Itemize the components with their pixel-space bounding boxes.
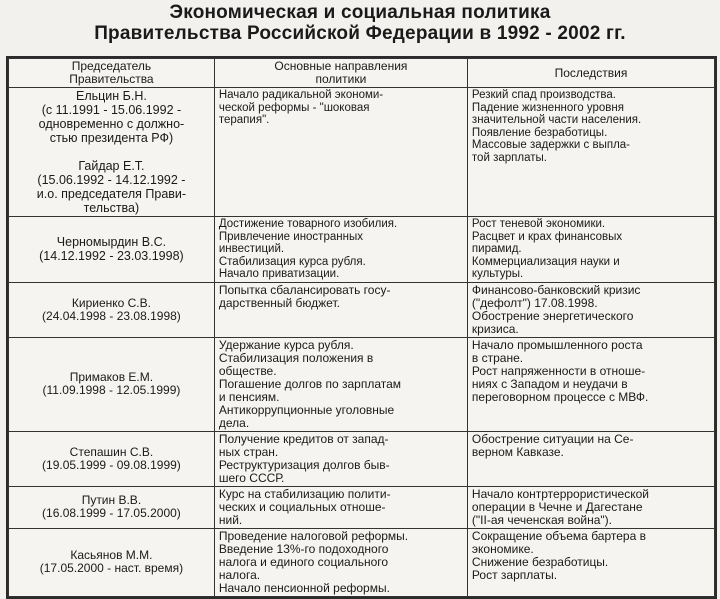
policy-cell: [214, 282, 467, 337]
table-row: [9, 217, 715, 283]
policy-cell-line: Реструктуризация долгов быв-: [218, 457, 390, 472]
results-cell-line: Коммерциализация науки и: [471, 255, 620, 268]
chairman-cell-line: (11.09.1998 - 12.05.1999): [42, 383, 181, 397]
results-cell-line: Рост теневой экономики.: [471, 218, 606, 230]
policy-cell-line: дарственный бюджет.: [218, 295, 340, 310]
column-header-chairman: Председатель Правительства: [9, 59, 215, 88]
results-cell-line: Снижение безработицы.: [471, 554, 609, 569]
results-cell-line: Массовые задержки с выпла-: [471, 139, 631, 151]
results-cell-line: Рост зарплаты.: [471, 567, 558, 582]
chairman-cell-line: Кириенко С.В.: [71, 295, 151, 310]
policy-cell: [214, 528, 467, 596]
table-row: [9, 88, 715, 217]
policy-cell-line: Введение 13%-го подоходного: [218, 541, 389, 556]
chairman-cell: [9, 217, 215, 283]
policy-cell-line: Начало пенсионной реформы.: [218, 580, 390, 595]
results-cell: [467, 486, 714, 528]
results-cell: [467, 337, 714, 431]
results-cell-line: кризиса.: [471, 321, 519, 336]
chairman-cell-line: Путин В.В.: [81, 493, 142, 507]
results-cell-line: пирамид.: [471, 243, 522, 255]
policy-cell: [214, 217, 467, 283]
policy-cell-line: ний.: [218, 512, 243, 527]
policy-cell-line: Погашение долгов по зарплатам: [218, 376, 402, 391]
chairman-cell: [9, 88, 215, 217]
policy-cell-line: Стабилизация курса рубля.: [218, 255, 366, 268]
chairman-cell-line: стью президента РФ): [49, 131, 174, 145]
results-cell-line: Обострение ситуации на Се-: [471, 431, 634, 446]
table-row: [9, 431, 715, 486]
results-cell-line: Расцвет и крах финансовых: [471, 230, 623, 243]
chairman-cell-line: Касьянов М.М.: [70, 548, 153, 562]
policy-cell-line: и пенсиям.: [218, 389, 280, 404]
policy-cell-line: дела.: [218, 415, 250, 430]
chairman-cell-line: и.о. председателя Прави-: [36, 187, 187, 201]
results-cell: [467, 282, 714, 337]
results-cell-line: значительной части населения.: [471, 114, 642, 126]
chairman-cell-line: (14.12.1992 - 23.03.1998): [39, 249, 184, 264]
chairman-cell-line: Черномырдин В.С.: [56, 235, 167, 250]
column-header-results: Последствия: [467, 59, 714, 88]
results-cell-line: переговорном процессе с МВФ.: [471, 389, 649, 404]
policy-cell-line: Привлечение иностранных: [218, 230, 363, 243]
policy-cell: [214, 337, 467, 431]
table-row: [9, 528, 715, 596]
policy-cell-line: ных стран.: [218, 444, 279, 459]
policy-cell-line: Антикоррупционные уголовные: [218, 402, 395, 417]
policy-cell-line: Начало радикальной экономи-: [218, 89, 384, 101]
results-cell-line: культуры.: [471, 268, 524, 280]
chairman-cell-line: (16.08.1999 - 17.05.2000): [42, 506, 181, 520]
results-cell-line: в стране.: [471, 350, 524, 365]
chairman-cell-line: [13, 145, 210, 159]
results-cell-line: Обострение энергетического: [471, 308, 634, 323]
chairman-cell-line: (с 11.1991 - 15.06.1992 -: [41, 103, 182, 117]
policy-cell: [214, 486, 467, 528]
chairman-cell-line: (17.05.2000 - наст. время): [39, 561, 184, 575]
chairman-cell: [9, 282, 215, 337]
chairman-cell-line: (19.05.1999 - 09.08.1999): [42, 457, 181, 472]
chairman-cell: [9, 486, 215, 528]
results-cell-line: той зарплаты.: [471, 151, 547, 164]
title-line-1: Экономическая и социальная политика: [169, 2, 551, 23]
table-row: [9, 337, 715, 431]
results-cell-line: верном Кавказе.: [471, 444, 564, 459]
results-cell-line: Начало контртеррористической: [471, 486, 649, 501]
policy-cell-line: шего СССР.: [218, 470, 285, 485]
chairman-cell-line: одновременно с должно-: [38, 117, 185, 131]
chairman-cell: [9, 431, 215, 486]
results-cell-line: Начало промышленного роста: [471, 337, 643, 352]
results-cell: [467, 88, 714, 217]
policy-cell-line: Попытка сбалансировать госу-: [218, 282, 391, 297]
results-cell-line: Сокращение объема бартера в: [471, 528, 646, 543]
chairman-cell-line: Гайдар Е.Т.: [78, 159, 145, 173]
policy-cell-line: инвестиций.: [218, 243, 285, 255]
chairman-cell: [9, 337, 215, 431]
chairman-cell-line: Примаков Е.М.: [69, 370, 154, 384]
policy-cell-line: обществе.: [218, 363, 277, 378]
column-header-policy: Основные направления политики: [214, 59, 467, 88]
document-title: [0, 0, 720, 44]
results-cell: [467, 528, 714, 596]
policy-cell-line: Курс на стабилизацию полити-: [218, 486, 391, 501]
results-cell-line: Рост напряженности в отноше-: [471, 363, 646, 378]
chairman-cell-line: Степашин С.В.: [69, 444, 154, 459]
policy-cell-line: ческой реформы - "шоковая: [218, 101, 370, 114]
policy-cell-line: Проведение налоговой реформы.: [218, 528, 409, 543]
policy-cell-line: терапия".: [218, 114, 270, 126]
results-cell: [467, 431, 714, 486]
policy-cell-line: Достижение товарного изобилия.: [218, 218, 398, 230]
policy-cell-line: ческих и социальных отноше-: [218, 499, 386, 514]
chairman-cell-line: (24.04.1998 - 23.08.1998): [42, 308, 181, 323]
policy-cell-line: налога.: [218, 567, 261, 582]
chairman-cell-line: Ельцин Б.Н.: [76, 89, 147, 103]
table-row: [9, 282, 715, 337]
policy-cell-line: Стабилизация положения в: [218, 350, 374, 365]
policy-cell-line: Получение кредитов от запад-: [218, 431, 389, 446]
results-cell-line: экономике.: [471, 541, 534, 556]
results-cell-line: Резкий спад производства.: [471, 89, 616, 101]
policy-cell: [214, 88, 467, 217]
title-line-2: Правительства Российской Федерации в 1992 - 2002 гг.: [94, 23, 626, 44]
chairman-cell: [9, 528, 215, 596]
results-cell-line: операции в Чечне и Дагестане: [471, 499, 643, 514]
policy-cell: [214, 431, 467, 486]
chairman-cell-line: тельства): [83, 201, 140, 215]
table-header-row: [9, 59, 715, 88]
table-row: [9, 486, 715, 528]
results-cell-line: Финансово-банковский кризис: [471, 282, 641, 297]
results-cell: [467, 217, 714, 283]
chairman-cell-line: (15.06.1992 - 14.12.1992 -: [37, 173, 186, 187]
results-cell-line: ("дефолт") 17.08.1998.: [471, 295, 598, 310]
results-cell-line: Падение жизненного уровня: [471, 101, 624, 114]
results-cell-line: Появление безработицы.: [471, 126, 608, 139]
policy-cell-line: налога и единого социального: [218, 554, 389, 569]
policy-cell-line: Удержание курса рубля.: [218, 337, 354, 352]
government-policy-table: [6, 56, 717, 599]
policy-cell-line: Начало приватизации.: [218, 268, 340, 280]
results-cell-line: ниях с Западом и неудачи в: [471, 376, 628, 391]
results-cell-line: ("II-ая чеченская война").: [471, 512, 612, 527]
